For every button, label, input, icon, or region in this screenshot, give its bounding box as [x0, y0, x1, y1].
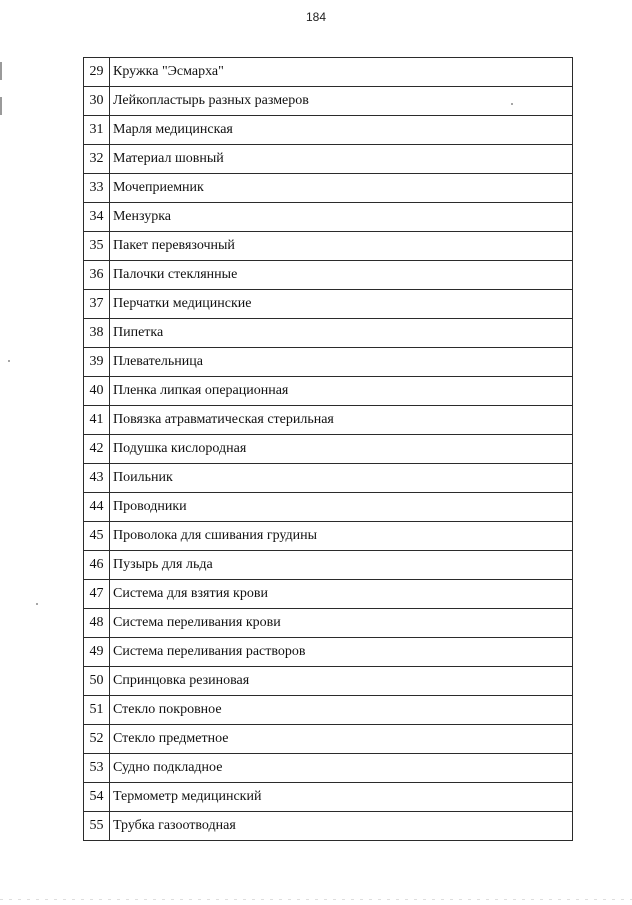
scan-edge-noise — [0, 899, 632, 900]
table-row — [84, 406, 573, 435]
items-table-body — [84, 58, 573, 841]
table-row — [84, 203, 573, 232]
item-name: Перчатки медицинские — [110, 290, 573, 319]
item-name: Повязка атравматическая стерильная — [110, 406, 573, 435]
scan-margin-mark — [0, 97, 2, 115]
item-name: Поильник — [110, 464, 573, 493]
row-number: 49 — [84, 638, 110, 667]
item-name: Судно подкладное — [110, 754, 573, 783]
row-number: 43 — [84, 464, 110, 493]
item-name: Лейкопластырь разных размеров — [110, 87, 573, 116]
row-number: 33 — [84, 174, 110, 203]
row-number: 50 — [84, 667, 110, 696]
item-name: Пузырь для льда — [110, 551, 573, 580]
item-name: Термометр медицинский — [110, 783, 573, 812]
table-row — [84, 551, 573, 580]
row-number: 34 — [84, 203, 110, 232]
row-number: 29 — [84, 58, 110, 87]
table-row — [84, 696, 573, 725]
item-name: Система переливания крови — [110, 609, 573, 638]
row-number: 41 — [84, 406, 110, 435]
table-row — [84, 580, 573, 609]
row-number: 52 — [84, 725, 110, 754]
row-number: 40 — [84, 377, 110, 406]
table-row — [84, 754, 573, 783]
item-name: Пленка липкая операционная — [110, 377, 573, 406]
item-name: Материал шовный — [110, 145, 573, 174]
table-row — [84, 638, 573, 667]
table-row — [84, 464, 573, 493]
scan-speck — [8, 360, 10, 362]
item-name: Мензурка — [110, 203, 573, 232]
row-number: 48 — [84, 609, 110, 638]
item-name: Подушка кислородная — [110, 435, 573, 464]
item-name: Трубка газоотводная — [110, 812, 573, 841]
row-number: 35 — [84, 232, 110, 261]
item-name: Кружка "Эсмарха" — [110, 58, 573, 87]
row-number: 54 — [84, 783, 110, 812]
table-row — [84, 522, 573, 551]
item-name: Система переливания растворов — [110, 638, 573, 667]
row-number: 31 — [84, 116, 110, 145]
item-name: Марля медицинская — [110, 116, 573, 145]
table-row — [84, 377, 573, 406]
table-row — [84, 812, 573, 841]
table-row — [84, 725, 573, 754]
item-name: Проволока для сшивания грудины — [110, 522, 573, 551]
item-name: Палочки стеклянные — [110, 261, 573, 290]
row-number: 55 — [84, 812, 110, 841]
table-row — [84, 232, 573, 261]
items-table — [83, 57, 573, 841]
table-row — [84, 58, 573, 87]
row-number: 38 — [84, 319, 110, 348]
scan-margin-mark — [0, 62, 2, 80]
table-row — [84, 87, 573, 116]
table-row — [84, 319, 573, 348]
item-name: Спринцовка резиновая — [110, 667, 573, 696]
row-number: 37 — [84, 290, 110, 319]
table-row — [84, 667, 573, 696]
table-row — [84, 116, 573, 145]
table-row — [84, 348, 573, 377]
item-name: Стекло покровное — [110, 696, 573, 725]
row-number: 45 — [84, 522, 110, 551]
item-name: Система для взятия крови — [110, 580, 573, 609]
page-number: 184 — [305, 10, 327, 24]
row-number: 46 — [84, 551, 110, 580]
item-name: Проводники — [110, 493, 573, 522]
item-name: Пакет перевязочный — [110, 232, 573, 261]
scan-speck — [36, 603, 38, 605]
table-row — [84, 261, 573, 290]
table-row — [84, 174, 573, 203]
row-number: 36 — [84, 261, 110, 290]
row-number: 42 — [84, 435, 110, 464]
item-name: Плевательница — [110, 348, 573, 377]
row-number: 32 — [84, 145, 110, 174]
item-name: Мочеприемник — [110, 174, 573, 203]
table-row — [84, 609, 573, 638]
row-number: 44 — [84, 493, 110, 522]
item-name: Пипетка — [110, 319, 573, 348]
table-row — [84, 145, 573, 174]
item-name: Стекло предметное — [110, 725, 573, 754]
table-row — [84, 435, 573, 464]
row-number: 30 — [84, 87, 110, 116]
table-row — [84, 290, 573, 319]
row-number: 39 — [84, 348, 110, 377]
row-number: 51 — [84, 696, 110, 725]
table-row — [84, 493, 573, 522]
table-row — [84, 783, 573, 812]
row-number: 47 — [84, 580, 110, 609]
row-number: 53 — [84, 754, 110, 783]
